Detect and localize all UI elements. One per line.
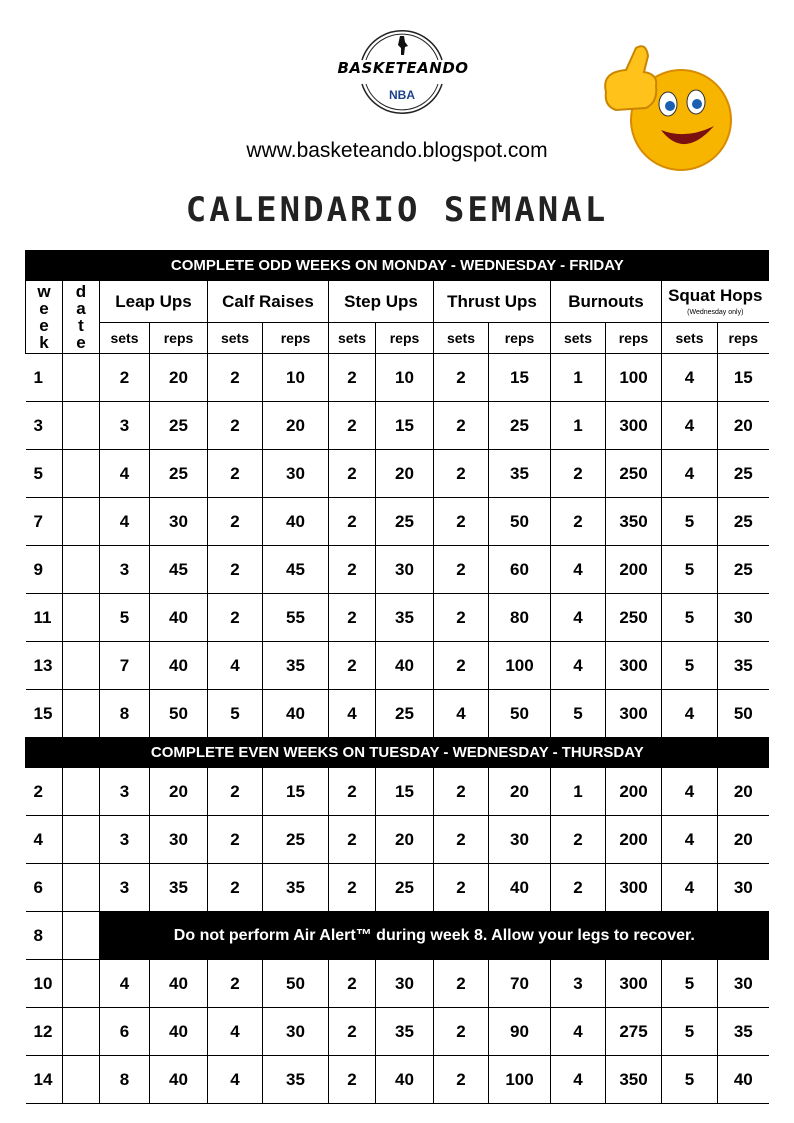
reps-value: 50 bbox=[263, 960, 329, 1008]
date-letter: t bbox=[78, 316, 84, 335]
reps-value: 30 bbox=[150, 816, 208, 864]
reps-value: 300 bbox=[606, 402, 662, 450]
reps-value: 55 bbox=[263, 594, 329, 642]
reps-value: 40 bbox=[376, 642, 434, 690]
sets-value: 2 bbox=[434, 864, 489, 912]
week-number: 1 bbox=[26, 354, 63, 402]
reps-value: 35 bbox=[718, 1008, 769, 1056]
week-number: 7 bbox=[26, 498, 63, 546]
sets-value: 4 bbox=[662, 864, 718, 912]
reps-value: 40 bbox=[263, 498, 329, 546]
sets-value: 6 bbox=[100, 1008, 150, 1056]
reps-value: 35 bbox=[263, 642, 329, 690]
date-cell[interactable] bbox=[63, 1056, 100, 1104]
reps-value: 25 bbox=[718, 450, 769, 498]
exercise-name: Leap Ups bbox=[115, 291, 192, 311]
sets-value: 2 bbox=[434, 594, 489, 642]
sets-value: 2 bbox=[329, 1056, 376, 1104]
reps-value: 70 bbox=[489, 960, 551, 1008]
reps-value: 30 bbox=[376, 546, 434, 594]
sets-value: 2 bbox=[434, 498, 489, 546]
reps-value: 30 bbox=[376, 960, 434, 1008]
reps-value: 250 bbox=[606, 594, 662, 642]
sets-value: 4 bbox=[662, 768, 718, 816]
sets-value: 7 bbox=[100, 642, 150, 690]
week-number: 13 bbox=[26, 642, 63, 690]
sets-value: 8 bbox=[100, 1056, 150, 1104]
reps-value: 200 bbox=[606, 546, 662, 594]
reps-value: 275 bbox=[606, 1008, 662, 1056]
sets-value: 2 bbox=[208, 402, 263, 450]
sets-value: 2 bbox=[208, 960, 263, 1008]
sets-value: 2 bbox=[329, 960, 376, 1008]
sets-value: 2 bbox=[329, 354, 376, 402]
reps-value: 15 bbox=[376, 768, 434, 816]
sets-value: 4 bbox=[208, 1056, 263, 1104]
reps-value: 30 bbox=[718, 594, 769, 642]
reps-value: 25 bbox=[376, 864, 434, 912]
sets-value: 3 bbox=[551, 960, 606, 1008]
reps-value: 40 bbox=[150, 642, 208, 690]
week-row bbox=[26, 546, 769, 594]
sets-value: 4 bbox=[100, 960, 150, 1008]
sets-value: 4 bbox=[551, 1008, 606, 1056]
week-number: 12 bbox=[26, 1008, 63, 1056]
sets-value: 4 bbox=[208, 1008, 263, 1056]
date-cell[interactable] bbox=[63, 768, 100, 816]
reps-header: reps bbox=[150, 323, 208, 354]
reps-value: 250 bbox=[606, 450, 662, 498]
sets-value: 3 bbox=[100, 816, 150, 864]
week-number: 2 bbox=[26, 768, 63, 816]
reps-value: 300 bbox=[606, 960, 662, 1008]
reps-value: 15 bbox=[263, 768, 329, 816]
week-number: 8 bbox=[26, 912, 63, 960]
date-header bbox=[63, 281, 100, 354]
week-number: 14 bbox=[26, 1056, 63, 1104]
sets-value: 2 bbox=[434, 816, 489, 864]
reps-value: 25 bbox=[150, 450, 208, 498]
reps-header: reps bbox=[606, 323, 662, 354]
sets-value: 3 bbox=[100, 864, 150, 912]
week-letter: w bbox=[37, 282, 51, 301]
week-number: 11 bbox=[26, 594, 63, 642]
sets-value: 2 bbox=[208, 816, 263, 864]
reps-value: 30 bbox=[489, 816, 551, 864]
reps-header: reps bbox=[263, 323, 329, 354]
week-row bbox=[26, 690, 769, 738]
exercise-name: Calf Raises bbox=[222, 291, 314, 311]
week-header bbox=[26, 281, 63, 354]
week-number: 10 bbox=[26, 960, 63, 1008]
reps-header: reps bbox=[376, 323, 434, 354]
reps-value: 45 bbox=[150, 546, 208, 594]
sets-value: 1 bbox=[551, 768, 606, 816]
reps-value: 200 bbox=[606, 768, 662, 816]
reps-value: 90 bbox=[489, 1008, 551, 1056]
sets-value: 2 bbox=[329, 546, 376, 594]
date-cell[interactable] bbox=[63, 690, 100, 738]
reps-value: 25 bbox=[150, 402, 208, 450]
exercise-name: Squat Hops bbox=[668, 286, 763, 305]
week-row bbox=[26, 960, 769, 1008]
sets-value: 3 bbox=[100, 402, 150, 450]
sets-value: 2 bbox=[329, 1008, 376, 1056]
sets-value: 4 bbox=[100, 450, 150, 498]
week-number: 9 bbox=[26, 546, 63, 594]
rest-week-note: Do not perform Air Alert™ during week 8. Allow your legs to recover. bbox=[100, 912, 769, 960]
reps-value: 300 bbox=[606, 690, 662, 738]
sets-header: sets bbox=[100, 323, 150, 354]
sets-value: 4 bbox=[551, 594, 606, 642]
exercise-header bbox=[434, 281, 551, 323]
sets-header: sets bbox=[329, 323, 376, 354]
date-cell[interactable] bbox=[63, 816, 100, 864]
sets-value: 5 bbox=[662, 546, 718, 594]
reps-header: reps bbox=[718, 323, 769, 354]
reps-value: 35 bbox=[263, 864, 329, 912]
week-number: 5 bbox=[26, 450, 63, 498]
sets-value: 2 bbox=[329, 864, 376, 912]
sets-value: 4 bbox=[329, 690, 376, 738]
sets-value: 4 bbox=[662, 690, 718, 738]
sets-value: 2 bbox=[208, 594, 263, 642]
reps-value: 40 bbox=[376, 1056, 434, 1104]
week-row bbox=[26, 594, 769, 642]
reps-value: 30 bbox=[150, 498, 208, 546]
reps-value: 35 bbox=[150, 864, 208, 912]
reps-value: 350 bbox=[606, 1056, 662, 1104]
exercise-header bbox=[208, 281, 329, 323]
reps-value: 300 bbox=[606, 642, 662, 690]
reps-value: 20 bbox=[489, 768, 551, 816]
sets-value: 5 bbox=[551, 690, 606, 738]
week-row bbox=[26, 1056, 769, 1104]
date-cell[interactable] bbox=[63, 642, 100, 690]
reps-value: 25 bbox=[718, 546, 769, 594]
sets-value: 2 bbox=[434, 1008, 489, 1056]
sets-value: 4 bbox=[208, 642, 263, 690]
exercise-header-row bbox=[26, 281, 769, 323]
sets-value: 2 bbox=[329, 642, 376, 690]
sets-value: 5 bbox=[208, 690, 263, 738]
week-row bbox=[26, 816, 769, 864]
sets-value: 2 bbox=[329, 402, 376, 450]
sets-value: 2 bbox=[329, 498, 376, 546]
reps-value: 20 bbox=[376, 816, 434, 864]
nba-logo: NBA bbox=[389, 88, 415, 102]
exercise-header bbox=[662, 281, 769, 323]
reps-value: 20 bbox=[718, 768, 769, 816]
reps-value: 50 bbox=[489, 498, 551, 546]
sets-value: 4 bbox=[662, 450, 718, 498]
sets-header: sets bbox=[551, 323, 606, 354]
reps-value: 30 bbox=[718, 960, 769, 1008]
sets-value: 1 bbox=[551, 402, 606, 450]
reps-value: 15 bbox=[718, 354, 769, 402]
reps-value: 25 bbox=[718, 498, 769, 546]
sets-value: 2 bbox=[551, 864, 606, 912]
sets-value: 2 bbox=[434, 1056, 489, 1104]
sets-value: 5 bbox=[662, 498, 718, 546]
date-cell[interactable] bbox=[63, 354, 100, 402]
week-row bbox=[26, 642, 769, 690]
reps-value: 50 bbox=[718, 690, 769, 738]
sets-header: sets bbox=[662, 323, 718, 354]
reps-value: 40 bbox=[489, 864, 551, 912]
sets-value: 2 bbox=[434, 402, 489, 450]
date-cell[interactable] bbox=[63, 546, 100, 594]
sets-value: 2 bbox=[434, 354, 489, 402]
exercise-name: Thrust Ups bbox=[447, 291, 537, 311]
date-cell[interactable] bbox=[63, 912, 100, 960]
reps-value: 35 bbox=[263, 1056, 329, 1104]
date-cell[interactable] bbox=[63, 402, 100, 450]
sets-value: 2 bbox=[208, 498, 263, 546]
date-cell[interactable] bbox=[63, 960, 100, 1008]
reps-value: 60 bbox=[489, 546, 551, 594]
logo-text: BASKETEANDO bbox=[337, 59, 469, 77]
date-letter: e bbox=[76, 333, 86, 352]
exercise-name: Burnouts bbox=[568, 291, 644, 311]
reps-value: 15 bbox=[489, 354, 551, 402]
reps-value: 300 bbox=[606, 864, 662, 912]
sets-value: 2 bbox=[434, 960, 489, 1008]
thumbs-up-smiley-icon bbox=[596, 42, 736, 172]
odd-weeks-banner bbox=[26, 251, 769, 281]
sets-value: 3 bbox=[100, 546, 150, 594]
sets-value: 3 bbox=[100, 768, 150, 816]
date-cell[interactable] bbox=[63, 1008, 100, 1056]
blog-url[interactable]: www.basketeando.blogspot.com bbox=[246, 139, 548, 162]
reps-value: 20 bbox=[263, 402, 329, 450]
sets-value: 2 bbox=[551, 816, 606, 864]
sets-value: 2 bbox=[329, 594, 376, 642]
sets-reps-header-row bbox=[26, 323, 769, 354]
reps-value: 30 bbox=[263, 1008, 329, 1056]
reps-value: 100 bbox=[606, 354, 662, 402]
reps-value: 25 bbox=[376, 690, 434, 738]
training-calendar-table bbox=[25, 250, 769, 1104]
date-cell[interactable] bbox=[63, 594, 100, 642]
reps-value: 30 bbox=[263, 450, 329, 498]
reps-value: 50 bbox=[150, 690, 208, 738]
reps-value: 200 bbox=[606, 816, 662, 864]
reps-value: 20 bbox=[150, 354, 208, 402]
reps-value: 40 bbox=[718, 1056, 769, 1104]
week-row bbox=[26, 1008, 769, 1056]
reps-value: 10 bbox=[263, 354, 329, 402]
exercise-header bbox=[551, 281, 662, 323]
sets-value: 5 bbox=[100, 594, 150, 642]
date-letter: d bbox=[75, 282, 87, 301]
reps-value: 45 bbox=[263, 546, 329, 594]
week-row bbox=[26, 768, 769, 816]
sets-value: 2 bbox=[434, 642, 489, 690]
reps-value: 35 bbox=[376, 1008, 434, 1056]
sets-value: 2 bbox=[208, 864, 263, 912]
reps-value: 100 bbox=[489, 1056, 551, 1104]
reps-value: 30 bbox=[718, 864, 769, 912]
exercise-name: Step Ups bbox=[344, 291, 418, 311]
reps-value: 25 bbox=[376, 498, 434, 546]
reps-value: 40 bbox=[150, 594, 208, 642]
week-row bbox=[26, 912, 769, 960]
sets-value: 1 bbox=[551, 354, 606, 402]
sets-header: sets bbox=[208, 323, 263, 354]
week-number: 4 bbox=[26, 816, 63, 864]
sets-value: 4 bbox=[662, 816, 718, 864]
reps-value: 40 bbox=[150, 1056, 208, 1104]
week-row bbox=[26, 498, 769, 546]
reps-value: 40 bbox=[150, 960, 208, 1008]
reps-value: 35 bbox=[718, 642, 769, 690]
reps-value: 20 bbox=[718, 816, 769, 864]
banner-text: COMPLETE EVEN WEEKS ON TUESDAY - WEDNESDAY - THURSDAY bbox=[26, 738, 769, 768]
sets-value: 4 bbox=[662, 402, 718, 450]
reps-value: 40 bbox=[263, 690, 329, 738]
sets-value: 2 bbox=[551, 498, 606, 546]
exercise-header bbox=[100, 281, 208, 323]
reps-header: reps bbox=[489, 323, 551, 354]
reps-value: 20 bbox=[718, 402, 769, 450]
sets-value: 2 bbox=[551, 450, 606, 498]
sets-value: 4 bbox=[551, 642, 606, 690]
sets-value: 2 bbox=[100, 354, 150, 402]
week-number: 3 bbox=[26, 402, 63, 450]
sets-value: 2 bbox=[434, 768, 489, 816]
sets-value: 8 bbox=[100, 690, 150, 738]
week-row bbox=[26, 354, 769, 402]
date-cell[interactable] bbox=[63, 450, 100, 498]
reps-value: 40 bbox=[150, 1008, 208, 1056]
sets-header: sets bbox=[434, 323, 489, 354]
sets-value: 5 bbox=[662, 960, 718, 1008]
sets-value: 2 bbox=[434, 450, 489, 498]
sets-value: 2 bbox=[208, 354, 263, 402]
reps-value: 20 bbox=[150, 768, 208, 816]
sets-value: 4 bbox=[551, 1056, 606, 1104]
banner-text: COMPLETE ODD WEEKS ON MONDAY - WEDNESDAY - FRIDAY bbox=[26, 251, 769, 281]
sets-value: 2 bbox=[329, 768, 376, 816]
reps-value: 80 bbox=[489, 594, 551, 642]
reps-value: 50 bbox=[489, 690, 551, 738]
date-cell[interactable] bbox=[63, 498, 100, 546]
sets-value: 5 bbox=[662, 1056, 718, 1104]
week-letter: e bbox=[39, 299, 49, 318]
week-row bbox=[26, 450, 769, 498]
reps-value: 20 bbox=[376, 450, 434, 498]
week-row bbox=[26, 402, 769, 450]
sets-value: 2 bbox=[434, 546, 489, 594]
week-row bbox=[26, 864, 769, 912]
week-number: 6 bbox=[26, 864, 63, 912]
date-cell[interactable] bbox=[63, 864, 100, 912]
sets-value: 5 bbox=[662, 1008, 718, 1056]
reps-value: 35 bbox=[376, 594, 434, 642]
sets-value: 2 bbox=[329, 450, 376, 498]
sets-value: 2 bbox=[208, 450, 263, 498]
reps-value: 350 bbox=[606, 498, 662, 546]
reps-value: 10 bbox=[376, 354, 434, 402]
sets-value: 4 bbox=[551, 546, 606, 594]
reps-value: 25 bbox=[489, 402, 551, 450]
reps-value: 15 bbox=[376, 402, 434, 450]
week-letter: k bbox=[39, 333, 49, 352]
sets-value: 4 bbox=[100, 498, 150, 546]
sets-value: 2 bbox=[329, 816, 376, 864]
sets-value: 2 bbox=[208, 546, 263, 594]
date-letter: a bbox=[76, 299, 86, 318]
sets-value: 2 bbox=[208, 768, 263, 816]
even-weeks-banner bbox=[26, 738, 769, 768]
exercise-header bbox=[329, 281, 434, 323]
reps-value: 25 bbox=[263, 816, 329, 864]
reps-value: 35 bbox=[489, 450, 551, 498]
squat-hops-note: (Wednesday only) bbox=[687, 309, 744, 316]
sets-value: 5 bbox=[662, 594, 718, 642]
sets-value: 4 bbox=[662, 354, 718, 402]
sets-value: 4 bbox=[434, 690, 489, 738]
week-letter: e bbox=[39, 316, 49, 335]
reps-value: 100 bbox=[489, 642, 551, 690]
sets-value: 5 bbox=[662, 642, 718, 690]
week-number: 15 bbox=[26, 690, 63, 738]
page-title: CALENDARIO SEMANAL bbox=[185, 190, 609, 230]
